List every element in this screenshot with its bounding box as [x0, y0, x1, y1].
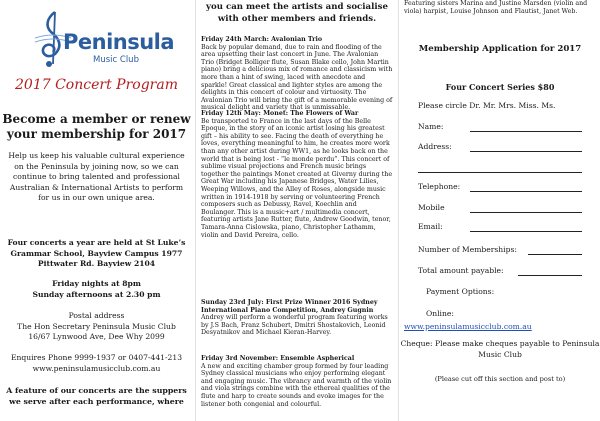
event-monet	[201, 110, 393, 239]
series-price: Four Concert Series $80	[445, 82, 555, 92]
brand-name: Peninsula	[63, 30, 175, 54]
event-body: Be transported to France in the last days of the Belle Epoque, in the story of an iconic artist losing his greatest gift – his ability to see. Facing the death of everything he loves, everything meaningful to him, he creates more work than any other artist during WW1, as he looks back on the world that is being lost - “le monde perdu”. This concert of sublime visual projections and French music brings together the paintings Monet created at Giverny during the Great War including his Japanese Bridges, Water Lilies, Weeping Willows, and the Alley of Roses, alongside music written in 1914-1918 by serving or volunteering French composers such as Debussy, Ravel, Koechlin and Boulanger. This is a music+art / multimedia concert, featuring artists Jane Rutter, flute, Andrew Goodwin, tenor, Tamara-Anna Cislowska, piano, Christopher Lathamm, violin and David Pereira, cello.	[201, 117, 393, 239]
address-field[interactable]	[470, 151, 582, 152]
enquiries-phone: Enquires Phone 9999-1937 or 0407-441-213	[10, 353, 183, 362]
name-field[interactable]	[470, 131, 582, 132]
event-heading: Sunday 23rd July: First Prize Winner 2016 Sydney International Piano Competition, Andrey Gugnin	[201, 299, 378, 314]
venue-text: Four concerts a year are held at St Luke’s Grammar School, Bayview Campus 1977 Pittwater Rd. Bayview 2104	[7, 238, 186, 269]
program-title: 2017 Concert Program	[15, 77, 178, 93]
event-heading: Friday 24th March: Avalonian Trio	[201, 36, 323, 43]
cut-off-note: (Please cut off this section and post to)	[434, 375, 566, 383]
postal-line-2: 16/67 Lynwood Ave, Dee Why 2099	[28, 332, 165, 342]
postal-address	[0, 311, 193, 343]
application-title: Membership Application for 2017	[418, 44, 582, 54]
sunday-time: Sunday afternoons at 2.30 pm	[32, 289, 161, 299]
mobile-field[interactable]	[470, 212, 582, 213]
postal-line-1: The Hon Secretary Peninsula Music Club	[17, 321, 176, 331]
telephone-field[interactable]	[470, 191, 582, 192]
meet-artists-text: you can meet the artists and socialise with other members and friends.	[206, 2, 388, 24]
friday-time: Friday nights at 8pm	[52, 279, 141, 288]
fold-line-1	[195, 0, 196, 421]
mobile-label: Mobile	[418, 203, 445, 212]
total-field[interactable]	[518, 275, 582, 276]
event-body: Back by popular demand, due to rain and flooding of the area upsetting their last concert in June. The Avalonian Trio (Bridget Bolliger flute, Susan Blake cello, John Martin piano) bring a delicious mix of romance and classicism with more than a hint of swing, laced with anecdote and sparkle! Great classical and lighter styles are among the delights in this concert of colour and virtuosity. The Avalonian Trio will bring the gift of a memorable evening of musical delight and variety that is unmissable.	[201, 43, 393, 112]
cheque-instructions: Cheque: Please make cheques payable to Peninsula Music Club	[400, 339, 600, 359]
postal-label: Postal address	[68, 311, 125, 320]
enquiries	[0, 353, 193, 374]
email-label: Email:	[418, 222, 443, 231]
memberships-label: Number of Memberships:	[418, 245, 517, 254]
website-link[interactable]: www.peninsulamusicclub.com.au	[32, 363, 161, 373]
payment-label: Payment Options:	[426, 287, 495, 296]
event-body: Andrey will perform a wonderful program featuring works by J.S Bach, Franz Schubert, Dmitri Shostakovich, Leonid Desyatnikov and Michael Kieran-Harvey.	[201, 314, 388, 337]
online-label: Online:	[426, 309, 454, 318]
event-avalonian-trio	[201, 36, 393, 112]
event-ensemble-aspherical	[201, 355, 393, 408]
event-andrey-gugnin	[201, 299, 393, 337]
featuring-text: Featuring sisters Marina and Justine Marsden (violin and viola) harpist, Louise Johnson and Flautist, Janet Web.	[404, 0, 588, 15]
email-field[interactable]	[470, 231, 582, 232]
memberships-field[interactable]	[528, 254, 582, 255]
address-label: Address:	[418, 142, 452, 151]
concert-times	[0, 279, 193, 300]
brand-subtitle: Music Club	[93, 55, 139, 65]
total-label: Total amount payable:	[418, 266, 504, 275]
right-panel	[400, 0, 600, 421]
help-text: Help us keep his valuable cultural experience on the Peninsula by joining now, so we can continue to bring talented and professional Australian & International Artists to perform for us in our own unique area.	[8, 151, 185, 203]
event-heading: Friday 12th May: Monet: The Flowers of War	[201, 110, 359, 117]
telephone-label: Telephone:	[418, 182, 461, 191]
supper-feature: A feature of our concerts are the suppers we serve after each performance, where	[6, 386, 187, 406]
club-logo	[33, 8, 173, 68]
online-url-link[interactable]: www.peninsulamusicclub.com.au	[404, 322, 532, 331]
fold-line-2	[398, 0, 399, 421]
title-circle-prompt: Please circle Dr. Mr. Mrs. Miss. Ms.	[418, 101, 556, 110]
left-panel	[0, 0, 193, 421]
event-heading: Friday 3rd November: Ensemble Aspherical	[201, 355, 355, 362]
middle-panel	[197, 0, 397, 421]
become-member-heading: Become a member or renew your membership for 2017	[2, 112, 191, 141]
address-field-line-2[interactable]	[418, 172, 582, 173]
name-label: Name:	[418, 122, 444, 131]
event-body: A new and exciting chamber group formed by four leading Sydney classical musicians who enjoy performing elegant and engaging music. The vibrancy and warmth of the violin and viola strings combine with the ethereal qualities of the flute and harp to create sounds and evoke images for the listener both congenial and colourful.	[201, 362, 392, 408]
